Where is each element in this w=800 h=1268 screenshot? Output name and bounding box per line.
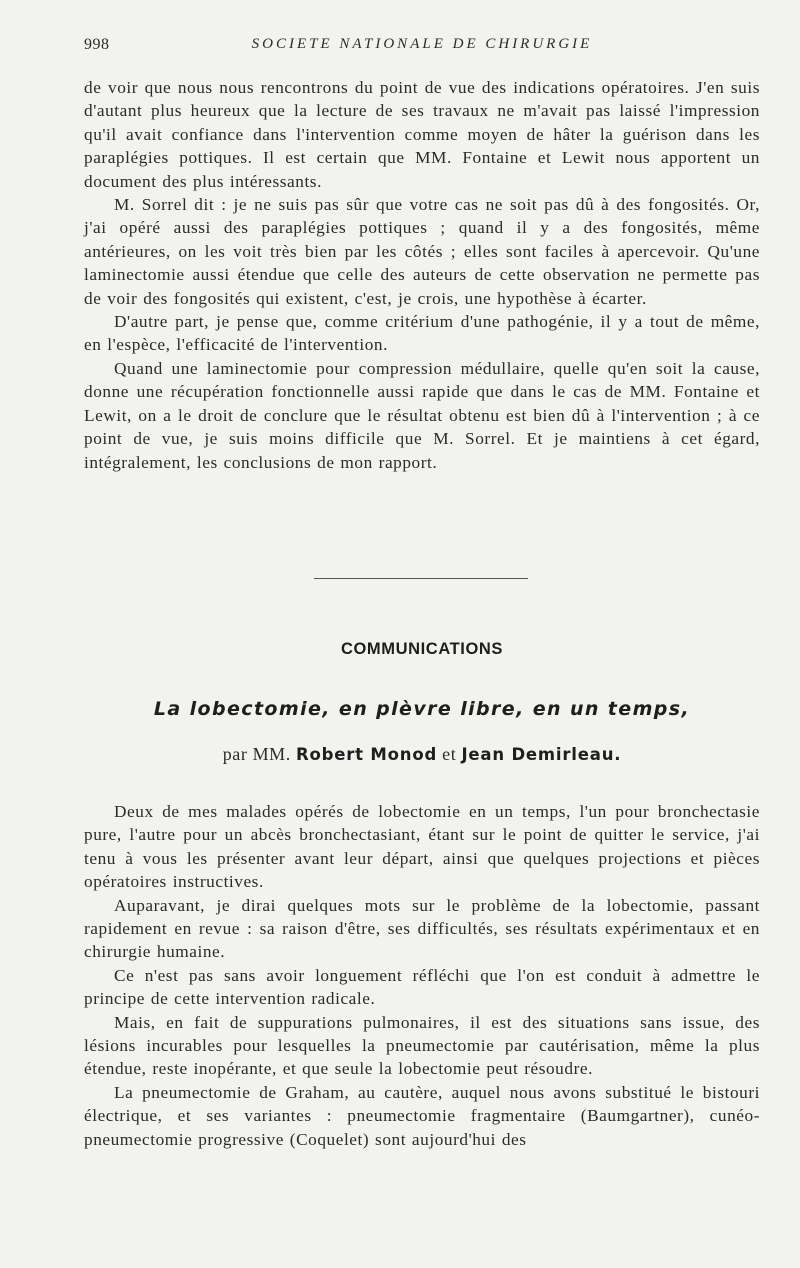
discussion-paragraph: D'autre part, je pense que, comme critérium d'une pathogénie, il y a tout de même, en l'espèce, l'efficacité de l'intervention. <box>84 312 760 355</box>
discussion-paragraph: de voir que nous nous rencontrons du point de vue des indications opératoires. J'en suis d'autant plus heureux que la lecture de ses travaux ne m'avait pas laissé l'impression qu'il avait confiance dans l'intervention comme moyen de hâter la guérison dans les paraplégies pottiques. Il est certain que MM. Fontaine et Lewit nous apportent un document des plus intéressants. <box>84 78 760 191</box>
byline-conjunction: et <box>442 744 457 764</box>
article-body <box>84 800 760 1151</box>
author-name: Jean Demirleau. <box>461 745 622 764</box>
byline-prefix: par MM. <box>222 744 291 764</box>
section-heading: COMMUNICATIONS <box>340 640 504 658</box>
article-paragraph: Mais, en fait de suppurations pulmonaires, il est des situations sans issue, des lésions incurables pour lesquelles la pneumectomie par cautérisation, même la plus étendue, reste inopérante, et que seule la lobectomie peut résoudre. <box>84 1012 760 1079</box>
article-title: La lobectomie, en plèvre libre, en un temps, <box>153 698 691 720</box>
author-name: Robert Monod <box>296 745 438 764</box>
article-paragraph: Ce n'est pas sans avoir longuement réfléchi que l'on est conduit à admettre le principe de cette intervention radicale. <box>84 965 760 1009</box>
discussion-text <box>84 76 760 474</box>
section-divider <box>314 578 528 579</box>
article-paragraph: Auparavant, je dirai quelques mots sur le problème de la lobectomie, passant rapidement en revue : sa raison d'être, ses difficultés, ses résultats expérimentaux et en chirurgie humaine. <box>84 895 760 962</box>
article-byline <box>84 744 760 765</box>
running-head <box>84 36 760 58</box>
article-paragraph: La pneumectomie de Graham, au cautère, auquel nous avons substitué le bistouri électrique, et ses variantes : pneumectomie fragmentaire (Baumgartner), cunéo-pneumectomie progressive (Coquelet) sont aujourd'hui des <box>84 1082 760 1149</box>
journal-title: SOCIETE NATIONALE DE CHIRURGIE <box>251 36 593 52</box>
page-number: 998 <box>84 36 110 53</box>
discussion-paragraph: M. Sorrel dit : je ne suis pas sûr que votre cas ne soit pas dû à des fongosités. Or, j'ai opéré aussi des paraplégies pottiques ; quand il y a des fongosités, même antérieures, on les voit très bien par les côtés ; elles sont faciles à apercevoir. Qu'une laminectomie aussi étendue que celle des auteurs de cette observation ne permette pas de voir des fongosités qui existent, c'est, je crois, une hypothèse à écarter. <box>84 195 760 308</box>
article-paragraph: Deux de mes malades opérés de lobectomie en un temps, l'un pour bronchectasie pure, l'autre pour un abcès bronchectasiant, étant sur le point de quitter le service, j'ai tenu à vous les présenter avant leur départ, ainsi que quelques projections et pièces opératoires instructives. <box>84 802 760 892</box>
discussion-paragraph: Quand une laminectomie pour compression médullaire, quelle qu'en soit la cause, donne une récupération fonctionnelle aussi rapide que dans le cas de MM. Fontaine et Lewit, on a le droit de conclure que le résultat obtenu est bien dû à l'intervention ; à ce point de vue, je suis moins difficile que M. Sorrel. Et je maintiens à cet égard, intégralement, les conclusions de mon rapport. <box>84 358 760 472</box>
